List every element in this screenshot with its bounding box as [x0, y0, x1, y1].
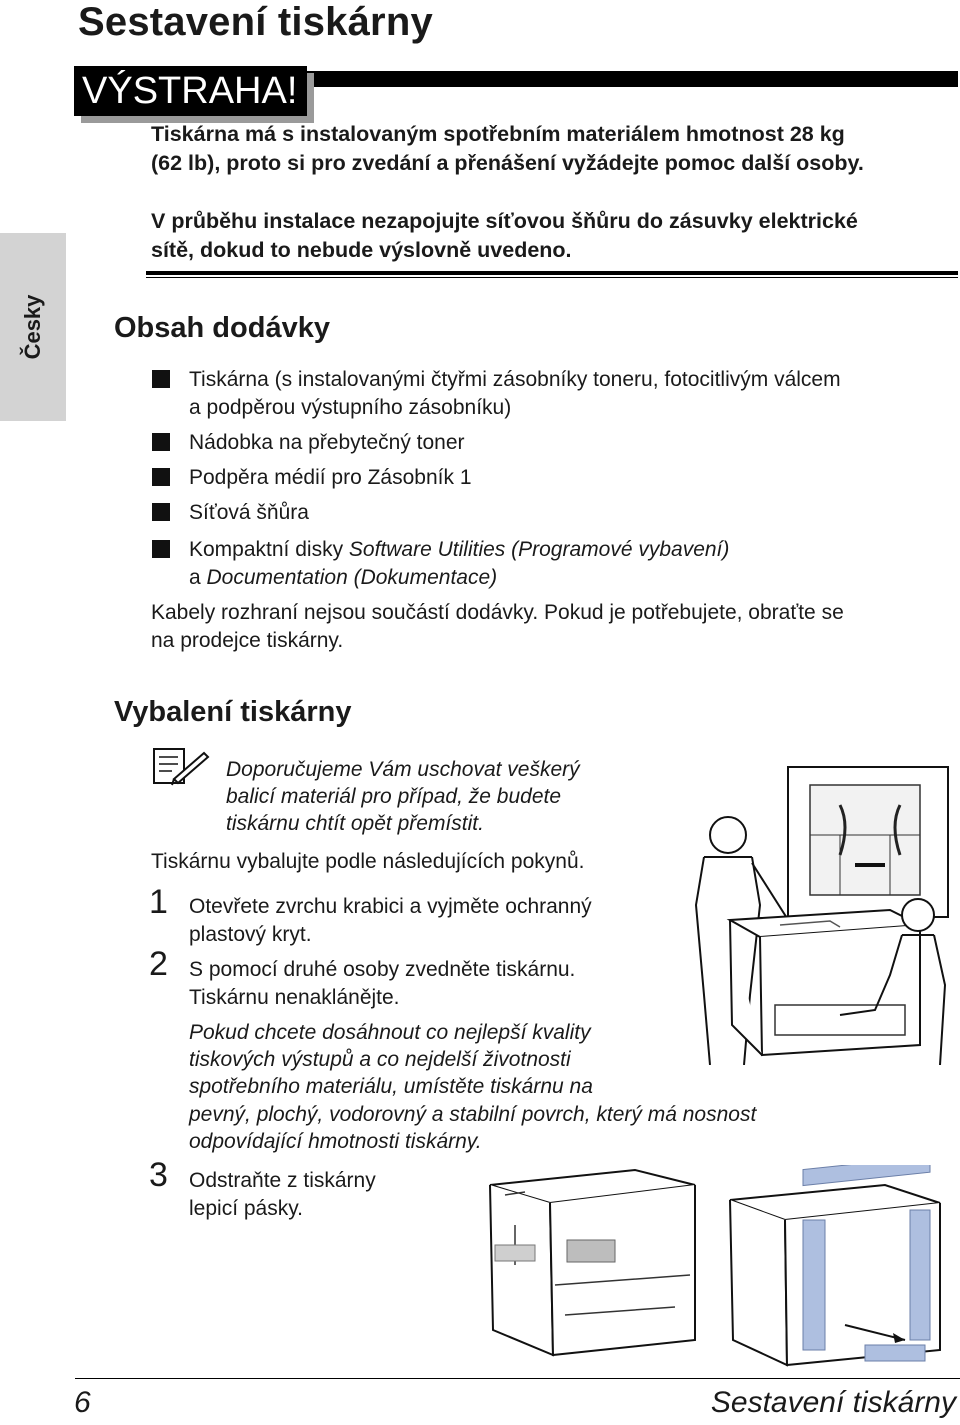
item-text: Kompaktní disky: [189, 538, 349, 561]
list-item: Podpěra médií pro Zásobník 1: [189, 466, 472, 489]
list-item-continuation: a podpěrou výstupního zásobníku): [189, 396, 512, 419]
tape-removal-illustration: [485, 1165, 955, 1370]
step-number: 1: [149, 883, 168, 921]
page-number: 6: [74, 1386, 91, 1419]
step-text: lepicí pásky.: [189, 1197, 303, 1220]
step-text: Tiskárnu nenaklánějte.: [189, 986, 400, 1009]
unpacking-intro: Tiskárnu vybalujte podle následujících pokynů.: [151, 850, 585, 873]
contents-note: Kabely rozhraní nejsou součástí dodávky. Pokud je potřebujete, obraťte se: [151, 601, 844, 624]
step-text: plastový kryt.: [189, 923, 312, 946]
page-title: Sestavení tiskárny: [78, 0, 433, 44]
bullet-icon: [152, 503, 170, 521]
bullet-icon: [152, 540, 170, 558]
warning-text-line: (62 lb), proto si pro zvedání a přenášení vyžádejte pomoc další osoby.: [151, 151, 864, 175]
language-label: Česky: [20, 294, 45, 360]
warning-text-line: V průběhu instalace nezapojujte síťovou šňůru do zásuvky elektrické: [151, 209, 858, 233]
step-text: Odstraňte z tiskárny: [189, 1169, 376, 1192]
step-text: S pomocí druhé osoby zvedněte tiskárnu.: [189, 958, 576, 981]
item-title-italic: Documentation (Dokumentace): [206, 566, 498, 589]
contents-note: na prodejce tiskárny.: [151, 629, 344, 652]
tip-text: balicí materiál pro případ, že budete: [226, 785, 562, 808]
step-note: pevný, plochý, vodorovný a stabilní povrch, který má nosnost: [189, 1103, 757, 1126]
bullet-icon: [152, 433, 170, 451]
list-item: Síťová šňůra: [189, 501, 309, 524]
tip-text: tiskárnu chtít opět přemístit.: [226, 812, 484, 835]
warning-text-line: Tiskárna má s instalovaným spotřebním materiálem hmotnost 28 kg: [151, 122, 845, 146]
lifting-printer-illustration: [690, 765, 952, 1065]
list-item: [189, 536, 949, 564]
step-note: spotřebního materiálu, umístěte tiskárnu na: [189, 1075, 593, 1098]
footer-title: Sestavení tiskárny: [710, 1386, 956, 1419]
warning-text-line: sítě, dokud to nebude výslovně uvedeno.: [151, 238, 572, 262]
footer-rule: [75, 1378, 960, 1379]
bullet-icon: [152, 468, 170, 486]
list-item-continuation: [189, 564, 949, 592]
step-text: Otevřete zvrchu krabici a vyjměte ochranný: [189, 895, 592, 918]
unpacking-heading: Vybalení tiskárny: [114, 696, 352, 728]
language-side-tab: [0, 233, 66, 421]
step-note: tiskových výstupů a co nejdelší životnosti: [189, 1048, 571, 1071]
bullet-icon: [152, 370, 170, 388]
list-item: Nádobka na přebytečný toner: [189, 431, 465, 454]
note-pen-icon: [152, 745, 210, 787]
step-note: Pokud chcete dosáhnout co nejlepší kvality: [189, 1021, 591, 1044]
contents-heading: Obsah dodávky: [114, 312, 330, 344]
list-item: Tiskárna (s instalovanými čtyřmi zásobníky toneru, fotocitlivým válcem: [189, 368, 841, 391]
item-title-italic: Software Utilities (Programové vybavení): [348, 538, 730, 561]
step-number: 3: [149, 1156, 168, 1194]
step-number: 2: [149, 945, 168, 983]
tip-text: Doporučujeme Vám uschovat veškerý: [226, 758, 580, 781]
step-note: odpovídající hmotnosti tiskárny.: [189, 1130, 482, 1153]
item-text: a: [189, 566, 207, 589]
warning-end-rule: [146, 271, 958, 278]
warning-label: VÝSTRAHA!: [74, 66, 307, 116]
